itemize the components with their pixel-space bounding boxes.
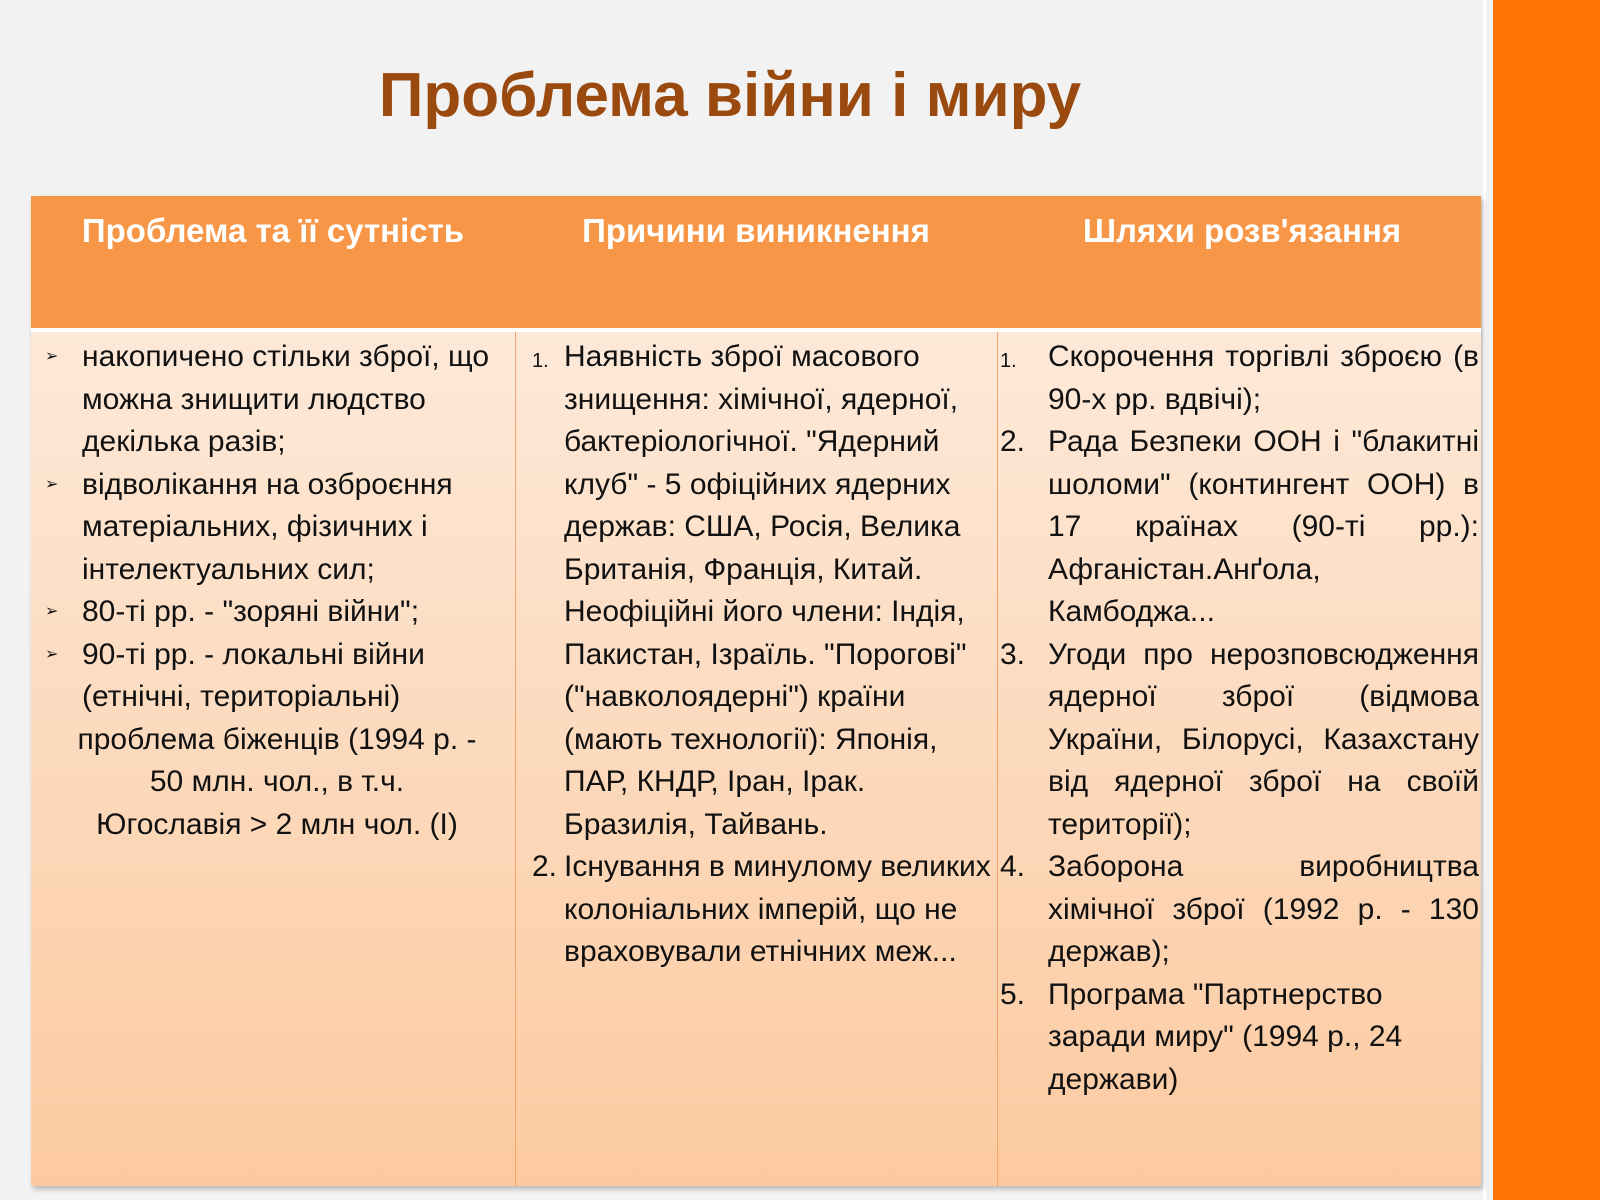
accent-side-strip: [1493, 0, 1600, 1200]
bullet-text: 90-ті рр. - локальні війни (етнічні, територіальні): [82, 637, 425, 713]
bullet-text: накопичено стільки зброї, що можна знищити людство декілька разів;: [82, 340, 490, 458]
column-solutions: [997, 332, 1481, 1186]
arrow-bullet-icon: ➢: [45, 645, 59, 663]
item-text: Програма "Партнерство заради миру" (1994 р., 24 держави): [1048, 977, 1403, 1096]
table-body: [31, 332, 1481, 1186]
item-text: Рада Безпеки ООН і "блакитні шоломи" (контингент ООН) в 17 країнах (90-ті рр.): Афганістан.Анґола, Камбоджа...: [1048, 425, 1479, 628]
column-causes: [515, 332, 997, 1186]
decorative-divider-line: [1483, 0, 1486, 1200]
item-number: 3.: [1000, 637, 1026, 671]
item-text: Угоди про нерозповсюдження ядерної зброї (відмова України, Білорусі, Казахстану від ядерної зброї на своїй території);: [1048, 637, 1479, 841]
item-number: 2.: [1000, 425, 1026, 458]
item-number: 5.: [1000, 977, 1026, 1011]
arrow-bullet-icon: ➢: [45, 603, 59, 620]
list-item: [31, 591, 513, 634]
item-number: 1.: [1000, 350, 1017, 372]
table-header: [31, 196, 1481, 332]
list-item: [1000, 336, 1479, 421]
list-item: [31, 464, 513, 592]
refugee-line: 50 млн. чол., в т.ч.: [149, 765, 405, 798]
content-table: [31, 196, 1481, 1186]
list-item: [31, 634, 513, 719]
arrow-bullet-icon: ➢: [45, 348, 59, 365]
slide-title: Проблема війни і миру: [378, 61, 1082, 130]
list-item: [1000, 974, 1479, 1102]
list-item: [31, 336, 513, 464]
item-text: Наявність зброї масового знищення: хімічної, ядерної, бактеріологічної. "Ядерний клуб" - 5 офіційних ядерних держав: США, Росія, Велика Британія, Франція, Китай. Неофіційні його члени: Індія, Пакистан, Ізраїль. "Порогові" ("навколоядерні") країни (мають технології): Японія, ПАР, КНДР, Іран, Ірак. Бразилія, Тайвань.: [564, 340, 967, 841]
bullet-text: 80-ті рр. - "зоряні війни";: [82, 595, 420, 628]
item-text: Заборона виробництва хімічної зброї (1992 р. - 130 держав);: [1048, 850, 1479, 968]
item-text: Існування в минулому великих колоніальних імперій, що не враховували етнічних меж...: [564, 850, 991, 968]
refugee-line: проблема біженців (1994 р. -: [77, 722, 477, 756]
list-item: [532, 846, 995, 974]
header-problem: Проблема та її сутність: [81, 212, 465, 249]
list-item: [1000, 634, 1479, 847]
list-item: [1000, 421, 1479, 634]
item-number: 2.: [532, 850, 558, 883]
refugee-line: Югославія > 2 млн чол. (І): [96, 807, 458, 841]
item-number: 4.: [1000, 850, 1026, 883]
bullet-text: відволікання на озброєння матеріальних, фізичних і інтелектуальних сил;: [82, 467, 453, 586]
list-item: [1000, 846, 1479, 974]
list-item: [532, 336, 995, 846]
item-number: 1.: [532, 350, 549, 372]
item-text: Скорочення торгівлі зброєю (в 90-х рр. вдвічі);: [1048, 340, 1479, 416]
arrow-bullet-icon: ➢: [45, 475, 59, 493]
header-solutions: Шляхи розв'язання: [1082, 212, 1402, 249]
column-problem: [31, 332, 515, 1186]
header-causes: Причини виникнення: [582, 212, 930, 249]
